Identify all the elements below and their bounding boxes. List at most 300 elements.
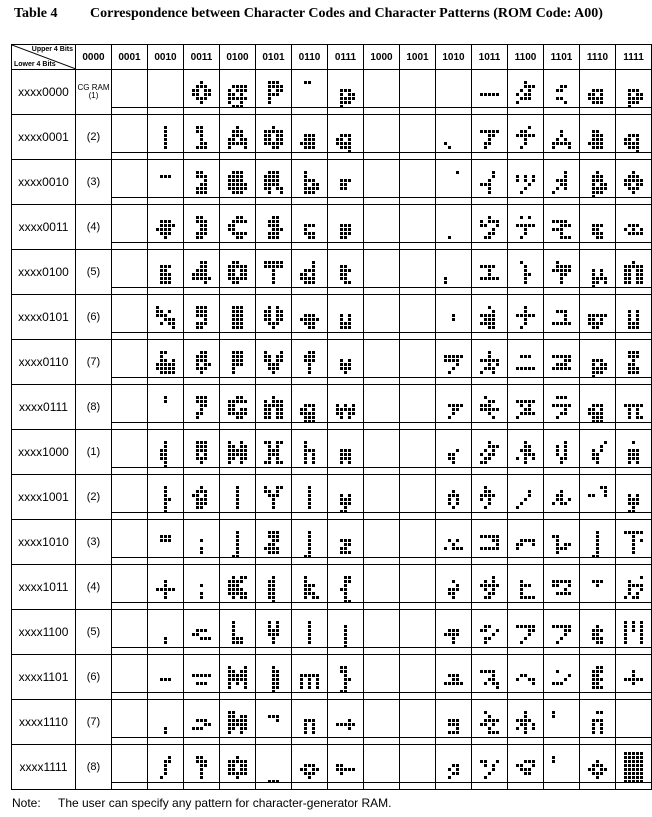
glyph-dot [484,457,487,460]
glyph-dot [552,228,555,231]
glyph-dot [456,731,459,734]
char-cell [112,610,148,655]
cgram-cell [76,250,112,295]
glyph-dot [592,723,595,726]
glyph-dot [596,547,599,550]
glyph-dot [244,764,247,767]
glyph-dot [204,723,207,726]
glyph-dot [628,408,631,411]
glyph-dot [168,232,171,235]
glyph-dot [344,678,347,681]
char-cell [508,340,544,385]
glyph-dot [528,400,531,403]
char-cell [256,250,292,295]
char-cell [544,385,580,430]
char-cell [220,295,256,340]
glyph-dot [556,494,559,497]
char-cell [328,475,364,520]
glyph-dot [524,449,527,452]
char-cell [580,700,616,745]
glyph-dot [524,265,527,268]
glyph-dot [448,539,451,542]
glyph-dot [352,404,355,407]
glyph-dot [596,539,599,542]
glyph-dot [344,551,347,554]
char-cell [364,70,400,115]
glyph-dot [208,277,211,280]
glyph-dot [196,216,199,219]
glyph-dot [232,727,235,730]
char-glyph [227,256,249,289]
glyph-dot [240,277,243,280]
glyph-dot [272,81,275,84]
glyph-dot [480,183,483,186]
glyph-dot [232,723,235,726]
char-glyph [155,121,177,154]
glyph-dot [344,457,347,460]
glyph-dot [556,179,559,182]
glyph-dot [524,596,527,599]
table-note [12,796,392,810]
glyph-dot [592,359,595,362]
glyph-dot [200,232,203,235]
glyph-dot [336,404,339,407]
glyph-dot [596,322,599,325]
glyph-dot [276,539,279,542]
char-cell [292,115,328,160]
glyph-dot [204,760,207,763]
char-glyph [191,751,213,784]
glyph-dot [228,768,231,771]
glyph-dot [484,682,487,685]
glyph-dot [340,502,343,505]
char-glyph [623,481,645,514]
glyph-dot [232,322,235,325]
glyph-dot [452,674,455,677]
glyph-dot [192,89,195,92]
glyph-dot [348,101,351,104]
glyph-dot [488,535,491,538]
glyph-dot [228,584,231,587]
glyph-dot [624,772,627,775]
glyph-dot [592,89,595,92]
glyph-dot [488,191,491,194]
glyph-dot [240,85,243,88]
glyph-dot [452,355,455,358]
glyph-dot [628,183,631,186]
glyph-dot [568,404,571,407]
glyph-dot [272,592,275,595]
glyph-dot [312,183,315,186]
glyph-dot [340,187,343,190]
char-cell [364,430,400,475]
glyph-dot [160,228,163,231]
glyph-dot [204,441,207,444]
glyph-dot [160,281,163,284]
glyph-dot [236,551,239,554]
glyph-dot [268,359,271,362]
glyph-dot [196,130,199,133]
glyph-dot [240,449,243,452]
glyph-dot [528,625,531,628]
glyph-dot [268,224,271,227]
glyph-dot [164,134,167,137]
glyph-dot [268,715,271,718]
glyph-dot [488,731,491,734]
glyph-dot [156,314,159,317]
char-cell [220,475,256,520]
char-cell [472,385,508,430]
glyph-dot [268,584,271,587]
char-cell [472,520,508,565]
glyph-dot [480,547,483,550]
glyph-dot [628,412,631,415]
glyph-dot [560,281,563,284]
glyph-dot [592,191,595,194]
glyph-dot [304,404,307,407]
glyph-dot [528,719,531,722]
glyph-dot [200,138,203,141]
glyph-dot [240,314,243,317]
glyph-dot [264,310,267,313]
glyph-dot [640,641,643,644]
glyph-dot [228,453,231,456]
glyph-dot [196,126,199,129]
glyph-dot [200,506,203,509]
char-glyph [515,121,537,154]
glyph-dot [628,461,631,464]
cgram-cell [76,160,112,205]
char-cell [328,205,364,250]
glyph-dot [344,543,347,546]
glyph-dot [632,584,635,587]
glyph-dot [204,191,207,194]
glyph-dot [204,490,207,493]
glyph-dot [568,142,571,145]
glyph-dot [628,326,631,329]
glyph-dot [244,232,247,235]
glyph-dot [632,551,635,554]
glyph-dot [520,261,523,264]
char-cell [508,205,544,250]
glyph-dot [340,723,343,726]
glyph-dot [480,277,483,280]
cgram-cell [76,655,112,700]
glyph-dot [520,412,523,415]
glyph-dot [640,93,643,96]
glyph-dot [596,228,599,231]
char-cell [328,70,364,115]
glyph-dot [628,768,631,771]
glyph-dot [236,449,239,452]
table-row [12,745,652,790]
glyph-dot [160,367,163,370]
glyph-dot [208,637,211,640]
glyph-dot [636,310,639,313]
glyph-dot [164,273,167,276]
glyph-dot [276,416,279,419]
glyph-dot [524,637,527,640]
char-glyph [587,706,609,739]
glyph-dot [528,494,531,497]
glyph-dot [484,723,487,726]
glyph-dot [272,273,275,276]
glyph-dot [448,674,451,677]
glyph-dot [556,363,559,366]
glyph-dot [564,175,567,178]
glyph-dot [232,588,235,591]
glyph-dot [348,678,351,681]
glyph-dot [560,97,563,100]
glyph-dot [640,281,643,284]
glyph-dot [564,592,567,595]
char-cell [328,250,364,295]
glyph-dot [564,457,567,460]
glyph-dot [312,453,315,456]
glyph-dot [276,682,279,685]
glyph-dot [524,727,527,730]
glyph-dot [276,93,279,96]
char-glyph [299,436,321,469]
char-glyph [551,211,573,244]
glyph-dot [268,306,271,309]
glyph-dot [244,457,247,460]
glyph-dot [208,363,211,366]
glyph-dot [564,625,567,628]
glyph-dot [524,175,527,178]
glyph-dot [596,138,599,141]
glyph-dot [624,273,627,276]
glyph-dot [484,584,487,587]
glyph-dot [624,760,627,763]
char-glyph [587,76,609,109]
glyph-dot [604,277,607,280]
glyph-dot [208,674,211,677]
char-cell [544,745,580,790]
glyph-dot [596,277,599,280]
glyph-dot [628,269,631,272]
glyph-dot [204,674,207,677]
glyph-dot [492,453,495,456]
glyph-dot [308,355,311,358]
glyph-dot [240,236,243,239]
glyph-dot [304,142,307,145]
glyph-dot [640,625,643,628]
char-glyph [227,616,249,649]
glyph-dot [232,637,235,640]
char-cell [472,565,508,610]
glyph-dot [244,666,247,669]
char-cell [256,160,292,205]
glyph-dot [244,674,247,677]
glyph-dot [532,85,535,88]
glyph-dot [340,138,343,141]
char-glyph [191,481,213,514]
glyph-dot [596,535,599,538]
glyph-dot [168,228,171,231]
glyph-dot [240,674,243,677]
glyph-dot [552,711,555,714]
char-cell [436,610,472,655]
glyph-dot [204,351,207,354]
glyph-dot [276,236,279,239]
glyph-dot [600,408,603,411]
glyph-dot [592,580,595,583]
glyph-dot [164,588,167,591]
char-cell [436,160,472,205]
glyph-dot [552,146,555,149]
char-glyph [263,751,285,784]
glyph-dot [632,228,635,231]
char-cell [616,475,652,520]
glyph-dot [204,310,207,313]
glyph-dot [344,134,347,137]
char-glyph [479,256,501,289]
glyph-dot [272,547,275,550]
char-glyph [479,211,501,244]
glyph-dot [196,719,199,722]
glyph-dot [280,191,283,194]
glyph-dot [276,367,279,370]
glyph-dot [304,441,307,444]
glyph-dot [632,322,635,325]
glyph-dot [200,142,203,145]
char-cell [292,745,328,790]
glyph-dot [348,416,351,419]
glyph-dot [452,457,455,460]
glyph-dot [240,723,243,726]
glyph-dot [492,408,495,411]
glyph-dot [240,453,243,456]
glyph-dot [228,445,231,448]
char-glyph [299,121,321,154]
glyph-dot [596,326,599,329]
glyph-dot [272,543,275,546]
glyph-dot [276,322,279,325]
char-glyph [155,301,177,334]
glyph-dot [272,326,275,329]
glyph-dot [592,453,595,456]
char-cell [580,160,616,205]
glyph-dot [232,768,235,771]
char-glyph [191,706,213,739]
glyph-dot [564,265,567,268]
glyph-dot [560,89,563,92]
glyph-dot [588,412,591,415]
glyph-dot [228,138,231,141]
glyph-dot [236,502,239,505]
glyph-dot [204,318,207,321]
char-cell [112,700,148,745]
glyph-dot [524,772,527,775]
glyph-dot [268,236,271,239]
glyph-dot [312,142,315,145]
glyph-dot [524,715,527,718]
glyph-dot [452,629,455,632]
glyph-dot [196,191,199,194]
glyph-dot [492,175,495,178]
char-glyph [551,121,573,154]
glyph-dot [308,490,311,493]
glyph-dot [348,543,351,546]
glyph-dot [244,682,247,685]
char-glyph [587,571,609,604]
glyph-dot [244,265,247,268]
table-row [12,430,652,475]
glyph-dot [200,441,203,444]
char-cell [364,115,400,160]
char-cell [148,115,184,160]
glyph-dot [448,723,451,726]
glyph-dot [496,760,499,763]
char-glyph [227,571,249,604]
glyph-dot [532,629,535,632]
glyph-dot [168,277,171,280]
glyph-dot [348,97,351,100]
glyph-dot [520,355,523,358]
char-glyph [443,526,465,559]
glyph-dot [640,179,643,182]
char-cell [580,430,616,475]
glyph-dot [568,367,571,370]
glyph-dot [604,367,607,370]
glyph-dot [596,641,599,644]
glyph-dot [516,547,519,550]
glyph-dot [340,93,343,96]
glyph-dot [564,318,567,321]
glyph-dot [164,461,167,464]
glyph-dot [452,408,455,411]
glyph-dot [568,592,571,595]
glyph-dot [624,756,627,759]
glyph-dot [592,731,595,734]
glyph-dot [528,768,531,771]
glyph-dot [240,641,243,644]
glyph-dot [268,191,271,194]
glyph-dot [200,171,203,174]
glyph-dot [312,592,315,595]
glyph-dot [596,89,599,92]
char-cell [220,520,256,565]
glyph-dot [636,224,639,227]
glyph-dot [196,314,199,317]
glyph-dot [600,445,603,448]
glyph-dot [268,85,271,88]
glyph-dot [600,134,603,137]
glyph-dot [200,97,203,100]
glyph-dot [168,535,171,538]
glyph-dot [240,592,243,595]
char-cell [436,655,472,700]
glyph-dot [340,764,343,767]
glyph-dot [484,359,487,362]
glyph-dot [276,355,279,358]
glyph-dot [592,142,595,145]
glyph-dot [308,359,311,362]
glyph-dot [488,404,491,407]
glyph-dot [452,506,455,509]
glyph-dot [520,584,523,587]
glyph-dot [452,412,455,415]
glyph-dot [624,633,627,636]
glyph-dot [596,776,599,779]
glyph-dot [240,175,243,178]
glyph-dot [228,674,231,677]
glyph-dot [532,727,535,730]
glyph-dot [488,596,491,599]
table-row [12,475,652,520]
glyph-dot [312,269,315,272]
